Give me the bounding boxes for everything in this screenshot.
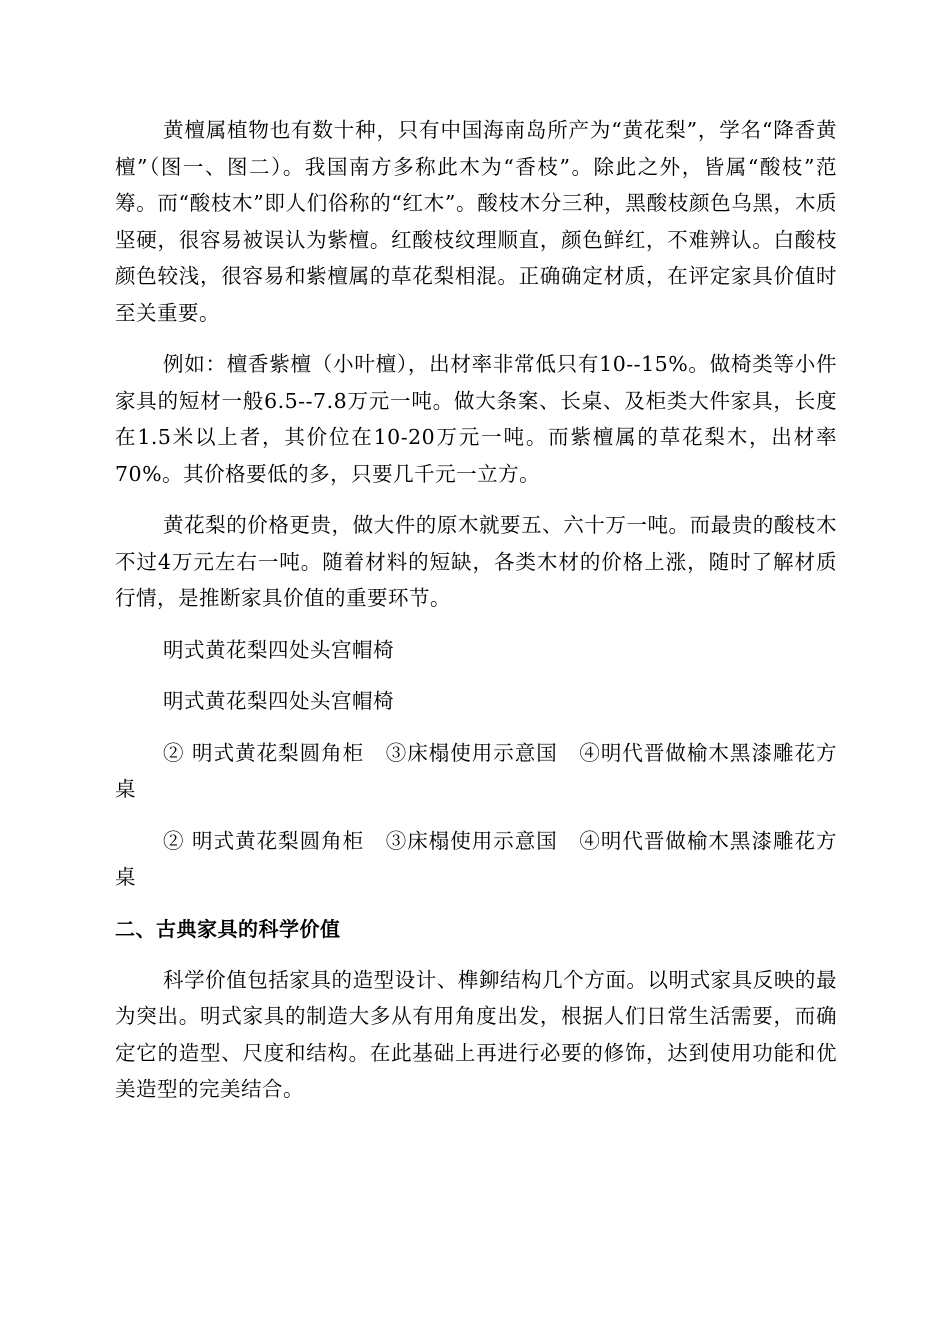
figure-caption: 明式黄花梨四处头宫帽椅 bbox=[163, 637, 394, 662]
document-body bbox=[115, 112, 837, 1123]
paragraph-huangtan: 黄檀属植物也有数十种，只有中国海南岛所产为“黄花梨”，学名“降香黄檀”（图一、图二）。我国南方多称此木为“香枝”。除此之外，皆属“酸枝”范筹。而“酸枝木”即人们俗称的“红木”。酸枝木分三种，黑酸枝颜色乌黑，木质坚硬，很容易被误认为紫檀。红酸枝纹理顺直，颜色鲜红，不难辨认。白酸枝颜色较浅，很容易和紫檀属的草花梨相混。正确确定材质，在评定家具价值时至关重要。 bbox=[115, 118, 837, 325]
paragraph-scientific-value: 科学价值包括家具的造型设计、榫鉚结构几个方面。以明式家具反映的最为突出。明式家具的制造大多从有用角度出发，根据人们日常生活需要，而确定它的造型、尺度和结构。在此基础上再进行必要的修饰，达到使用功能和优美造型的完美结合。 bbox=[115, 967, 837, 1101]
paragraph-zitan-price: 例如：檀香紫檀（小叶檀），出材率非常低只有10--15%。做椅类等小件家具的短材一般6.5--7.8万元一吨。做大条案、长桌、及柜类大件家具，长度在1.5米以上者，其价位在10-20万元一吨。而紫檀属的草花梨木，出材率70%。其价格要低的多，只要几千元一立方。 bbox=[115, 352, 837, 486]
section-heading: 二、古典家具的科学价值 bbox=[115, 916, 341, 941]
figure-caption-list: ② 明式黄花梨圆角柜 ③床榻使用示意国 ④明代晋做榆木黑漆雕花方桌 bbox=[115, 828, 837, 889]
figure-caption-list: ② 明式黄花梨圆角柜 ③床榻使用示意国 ④明代晋做榆木黑漆雕花方桌 bbox=[115, 740, 837, 801]
figure-caption: 明式黄花梨四处头宫帽椅 bbox=[163, 689, 394, 713]
paragraph-huanghuali-price: 黄花梨的价格更贵，做大件的原木就要五、六十万一吨。而最贵的酸枝木不过4万元左右一吨。随着材料的短缺，各类木材的价格上涨，随时了解材质行情，是推断家具价值的重要环节。 bbox=[115, 513, 837, 610]
